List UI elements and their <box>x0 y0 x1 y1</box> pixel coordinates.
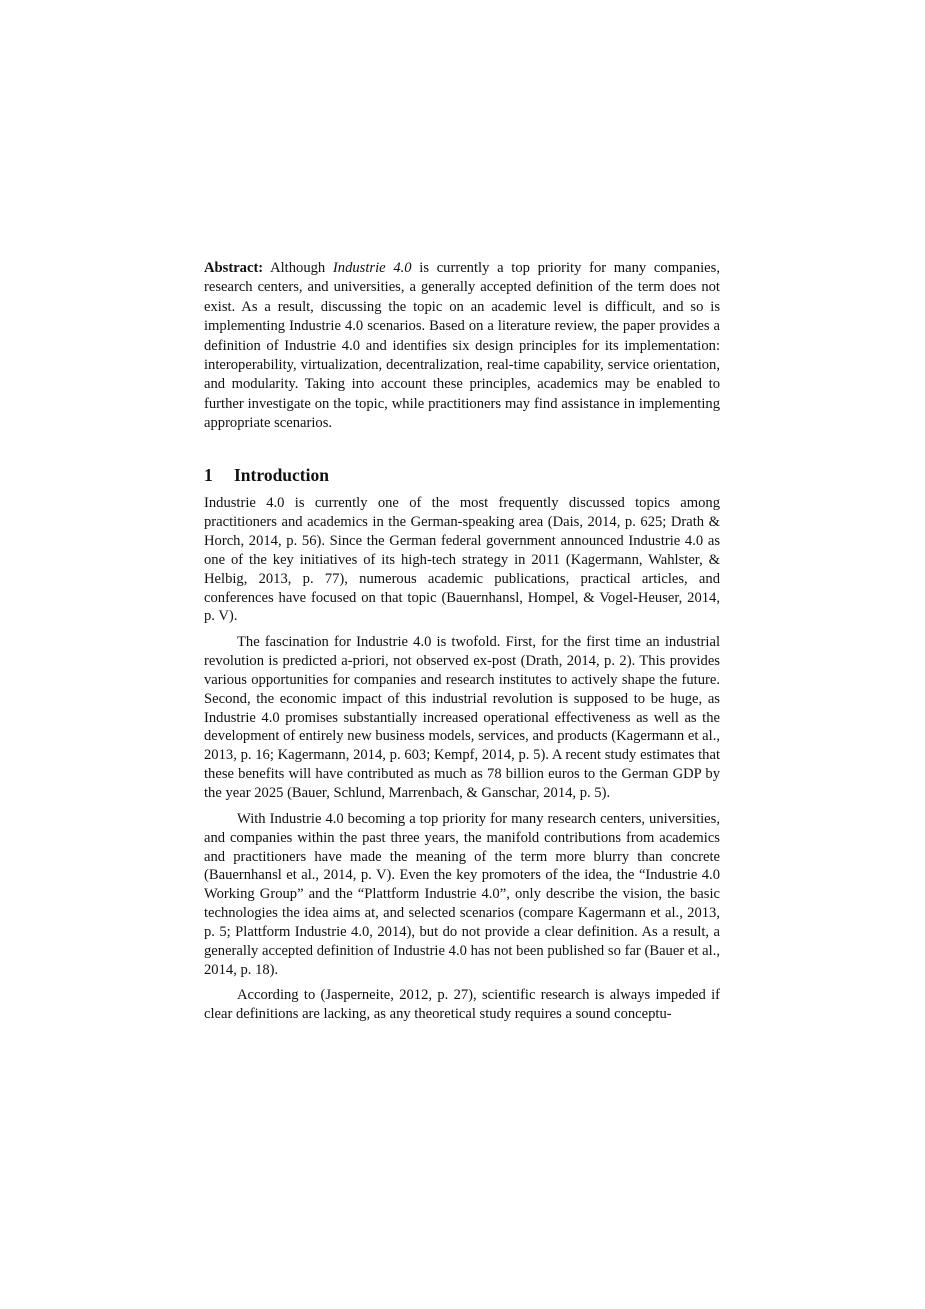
paragraph: Industrie 4.0 is currently one of the most frequently discussed topics among practitioners and academics in the German-speaking area (Dais, 2014, p. 625; Drath & Horch, 2014, p. 56). Since the German federal government announced Industrie 4.0 as one of the key initiatives of its high-tech strategy in 2011 (Kagermann, Wahlster, & Helbig, 2013, p. 77), numerous academic publications, practical articles, and conferences have focused on that topic (Bauernhansl, Hompel, & Vogel-Heuser, 2014, p. V). <box>204 495 720 625</box>
body-text <box>204 494 720 1031</box>
abstract-lead: Although <box>270 260 326 276</box>
section-number: 1 <box>204 465 213 485</box>
abstract <box>204 259 720 434</box>
abstract-label: Abstract: <box>204 260 264 276</box>
paragraph: According to (Jasperneite, 2012, p. 27), scientific research is always impeded if clear definitions are lacking, as any theoretical study requires a sound conceptu- <box>204 987 720 1023</box>
paragraph: With Industrie 4.0 becoming a top priority for many research centers, universities, and companies within the past three years, the manifold contributions from academics and practitioners have made the meaning of the term more blurry than concrete (Bauernhansl et al., 2014, p. V). Even the key promoters of the idea, the “Industrie 4.0 Working Group” and the “Plattform Industrie 4.0”, only describe the vision, the basic technologies the idea aims at, and selected scenarios (compare Kagermann et al., 2013, p. 5; Plattform Industrie 4.0, 2014), but do not provide a clear definition. As a result, a generally accepted definition of Industrie 4.0 has not been published so far (Bauer et al., 2014, p. 18). <box>204 810 720 978</box>
abstract-term: Industrie 4.0 <box>332 260 412 276</box>
paragraph: The fascination for Industrie 4.0 is twofold. First, for the first time an industrial revolution is predicted a-priori, not observed ex-post (Drath, 2014, p. 2). This provides various opportunities for companies and research institutes to actively shape the future. Second, the economic impact of this industrial revolution is supposed to be huge, as Industrie 4.0 promises substantially increased operational effectiveness as well as the development of entirely new business models, services, and products (Kagermann et al., 2013, p. 16; Kagermann, 2014, p. 603; Kempf, 2014, p. 5). A recent study estimates that these benefits will have contributed as much as 78 billion euros to the German GDP by the year 2025 (Bauer, Schlund, Marrenbach, & Ganschar, 2014, p. 5). <box>204 633 720 802</box>
section-title: Introduction <box>234 465 329 485</box>
section-heading <box>204 463 720 487</box>
abstract-text: is currently a top priority for many companies, research centers, and universities, a generally accepted definition of the term does not exist. As a result, discussing the topic on an academic level is difficult, and so is implementing Industrie 4.0 scenarios. Based on a literature review, the paper provides a definition of Industrie 4.0 and identifies six design principles for its implementation: interoperability, virtualization, decentralization, real-time capability, service orientation, and modularity. Taking into account these principles, academics may be enabled to further investigate on the topic, while practitioners may find assistance in implementing appropriate scenarios. <box>204 260 720 432</box>
